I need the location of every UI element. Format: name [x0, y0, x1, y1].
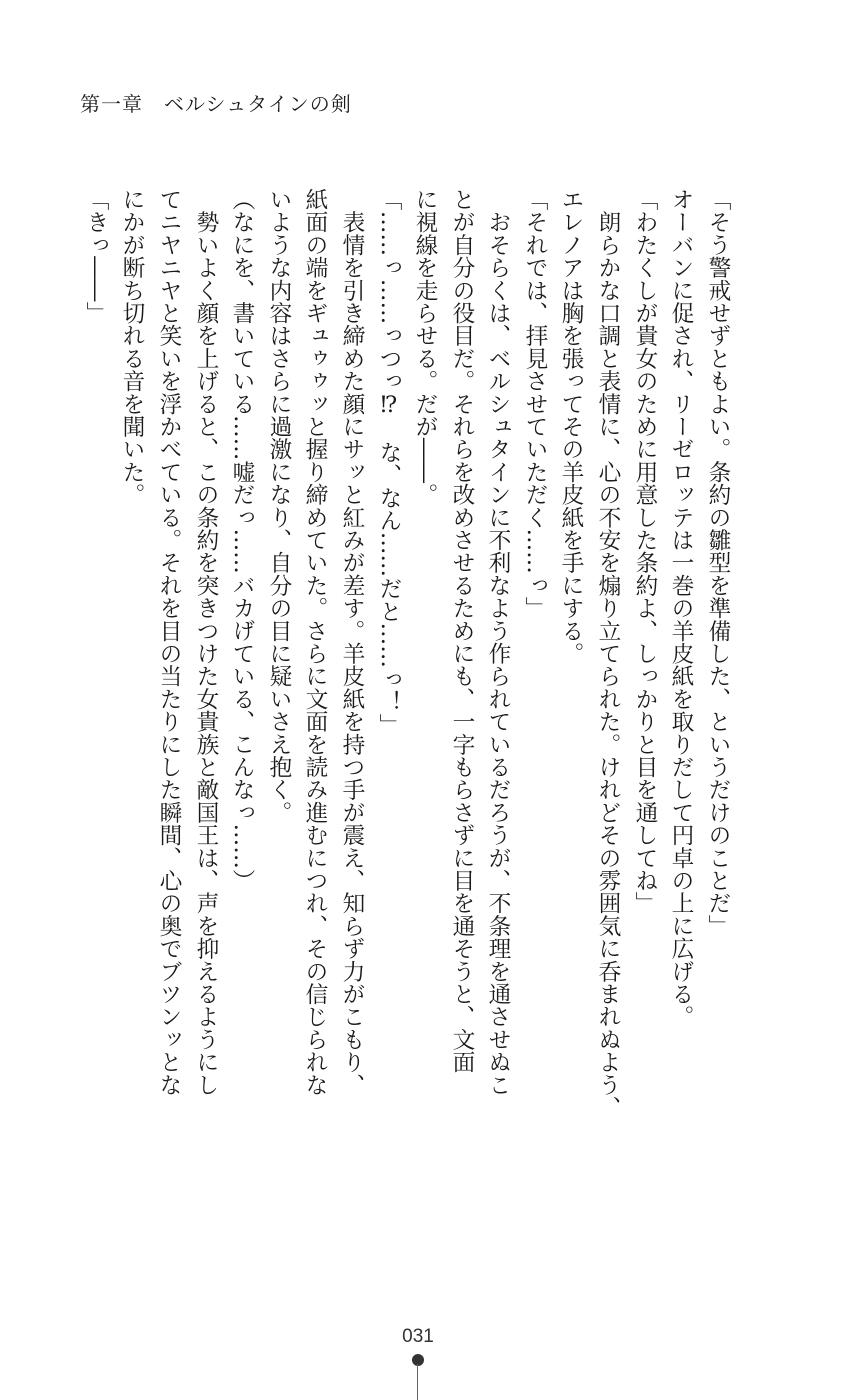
text-line: てニヤニヤと笑いを浮かべている。それを目の当たりにした瞬間、心の奥でブツンッとな — [156, 188, 182, 1096]
page-number: 031 — [402, 1326, 434, 1347]
text-line: 紙面の端をギュゥゥッと握り締めていた。さらに文面を読み進むにつれ、その信じられな — [302, 188, 328, 1096]
text-line: エレノアは胸を張ってその羊皮紙を手にする。 — [558, 188, 584, 665]
text-line: 朗らかな口調と表情に、心の不安を煽り立てられた。けれどその雰囲気に呑まれぬよう、 — [595, 188, 621, 1119]
text-line: とが自分の役目だ。それらを改めさせるためにも、一字もらさずに目を通そうと、文面 — [449, 188, 475, 1074]
page-marker-dot-icon — [412, 1354, 424, 1366]
text-line: 勢いよく顔を上げると、この条約を突きつけた女貴族と敵国王は、声を抑えるようにし — [193, 188, 219, 1096]
text-line: に視線を走らせる。だが――。 — [412, 188, 438, 506]
text-line: 「……っ……っつっ⁉ な、なん……だと……っ！」 — [376, 188, 402, 736]
text-line: 表情を引き締めた顔にサッと紅みが差す。羊皮紙を持つ手が震え、知らず力がこもり、 — [339, 188, 365, 1096]
text-line: （なにを、書いている……嘘だっ……バカげている、こんなっ……） — [229, 188, 255, 892]
chapter-header: 第一章 ベルシュタインの剣 — [80, 92, 352, 116]
text-line: おそらくは、ベルシュタインに不利なよう作られているだろうが、不条理を通させぬこ — [485, 188, 511, 1096]
text-line: オーバンに促され、リーゼロッテは一巻の羊皮紙を取りだして円卓の上に広げる。 — [668, 188, 694, 1028]
page-marker-line — [417, 1364, 418, 1400]
text-line: 「わたくしが貴女のために用意した条約よ、しっかりと目を通してね」 — [632, 188, 658, 915]
text-line: 「きっ――」 — [83, 188, 109, 325]
text-line: いような内容はさらに過激になり、自分の目に疑いさえ抱く。 — [266, 188, 292, 824]
text-line: 「そう警戒せずともよい。条約の雛型を準備した、というだけのことだ」 — [705, 188, 731, 938]
text-line: 「それでは、拝見させていただく……っ」 — [522, 188, 548, 620]
text-line: にかが断ち切れる音を聞いた。 — [119, 188, 145, 506]
